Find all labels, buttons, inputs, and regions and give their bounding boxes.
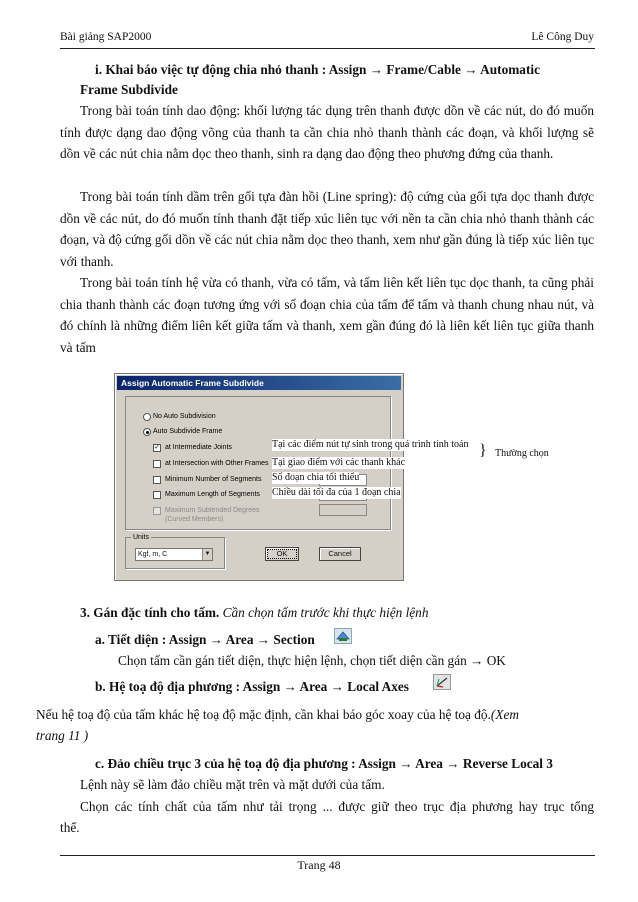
brace-icon: } — [479, 442, 487, 459]
header-right: Lê Công Duy — [531, 31, 594, 43]
subdivide-dialog — [114, 373, 404, 581]
intersection-checkbox[interactable] — [153, 460, 161, 468]
section-i-heading: i. Khai báo việc tự động chia nhỏ thanh : Assign → Frame/Cable → Automatic — [95, 62, 540, 77]
annotation-joints: Tại các điểm nút tự sinh trong quá trình tính toán — [272, 439, 469, 450]
section-3-heading: 3. Gán đặc tính cho tấm. — [80, 605, 220, 620]
section-3b-text-row — [36, 705, 519, 725]
footer-rule — [60, 855, 595, 856]
auto-frame-label: Auto Subdivide Frame — [153, 428, 223, 435]
min-segments-label: Minimum Number of Segments — [165, 476, 262, 483]
paragraph-2: Trong bài toán tính dầm trên gối tựa đàn hồi (Line spring): độ cứng của gối tựa dọc thanh được dồn về các nút, do đó muốn tính thanh đặt tiếp xúc liên tục với nền ta cần chia nhỏ thanh thành các đoạn, và độ cứng gối dồn về các nút chia nằm dọc theo thanh, xem như gần đúng là tiếp xúc liên tục với thanh. — [60, 189, 594, 269]
brace-note: Thường chọn — [495, 448, 549, 459]
section-3b-ref-2: trang 11 ) — [36, 728, 89, 743]
section-3c-heading: c. Đảo chiều trục 3 của hệ toạ độ địa phương : Assign → Area → Reverse Local 3 — [95, 756, 553, 771]
annotation-max-length: Chiều dài tối đa của 1 đoạn chia — [272, 487, 401, 498]
page-number: Trang 48 — [297, 858, 341, 872]
paragraph-3: Trong bài toán tính hệ vừa có thanh, vừa có tấm, và tấm liên kết liên tục dọc thanh, ta cũng phải chia thanh thành các đoạn tương ứng với số đoạn chia của tấm để tấm và thanh chung nhau nút, và đó chính là những điểm liên kết giữa tấm và thanh, xem gần đúng đó là liên kết liên tục giữa thanh và tấm — [60, 275, 594, 355]
section-3c-text-2: Chọn các tính chất của tấm như tải trọng ... được giữ theo trục địa phương hay trục tổng — [80, 799, 594, 814]
intersection-label: at Intersection with Other Frames — [165, 460, 269, 467]
units-value: Kgf, m, C — [138, 551, 168, 558]
annotation-intersection: Tại giao điểm với các thanh khác — [272, 457, 406, 468]
joints-label: at Intermediate Joints — [165, 444, 232, 451]
section-3b-ref: (Xem — [490, 707, 519, 722]
max-degrees-label: Maximum Subtended Degrees — [165, 507, 260, 514]
max-degrees-checkbox[interactable] — [153, 507, 161, 515]
max-degrees-input[interactable] — [319, 504, 367, 516]
section-3-heading-row — [80, 603, 428, 623]
dialog-title: Assign Automatic Frame Subdivide — [117, 376, 401, 390]
section-3a-heading: a. Tiết diện : Assign → Area → Section — [95, 632, 315, 647]
units-label: Units — [133, 534, 149, 541]
section-3c-text-1: Lệnh này sẽ làm đảo chiều mặt trên và mặt dưới của tấm. — [80, 777, 385, 792]
no-auto-radio[interactable] — [143, 413, 151, 421]
curved-members-label: (Curved Members) — [165, 516, 224, 523]
section-icon — [334, 628, 352, 644]
section-3b-heading: b. Hệ toạ độ địa phương : Assign → Area → Local Axes — [95, 679, 409, 694]
cancel-button[interactable]: Cancel — [319, 547, 361, 561]
units-select[interactable] — [135, 548, 213, 561]
no-auto-label: No Auto Subdivision — [153, 413, 216, 420]
local-axes-icon — [433, 674, 451, 690]
section-3b-text: Nếu hệ toạ độ của tấm khác hệ toạ độ mặc định, cần khai báo góc xoay của hệ toạ độ. — [36, 707, 491, 722]
dropdown-arrow-icon: ▼ — [202, 549, 212, 560]
annotation-min-segments: Số đoạn chia tối thiểu — [272, 472, 360, 483]
auto-frame-radio[interactable] — [143, 428, 151, 436]
ok-button[interactable]: OK — [265, 547, 299, 561]
header-left: Bài giảng SAP2000 — [60, 31, 152, 43]
section-3a-text: Chọn tấm cần gán tiết diện, thực hiện lệnh, chọn tiết diện cần gán → OK — [118, 653, 506, 668]
section-3-note: Cần chọn tấm trước khi thực hiện lệnh — [222, 605, 429, 620]
paragraph-1: Trong bài toán tính dao động: khối lượng tác dụng trên thanh được dồn về các nút, do đó muốn tính được dạng dao động võng của thanh ta cần chia nhỏ thanh thành các đoạn, và khối lượng sẽ dồn về các nút chia nằm dọc theo thanh, sinh ra dạng dao động theo phương đứng của thanh. — [60, 103, 594, 162]
max-length-label: Maximum Length of Segments — [165, 491, 260, 498]
min-segments-checkbox[interactable] — [153, 476, 161, 484]
max-length-checkbox[interactable] — [153, 491, 161, 499]
header-rule — [60, 48, 595, 49]
section-i-heading-2: Frame Subdivide — [80, 82, 178, 97]
section-3c-text-3: thể. — [60, 820, 80, 835]
joints-checkbox[interactable]: ✓ — [154, 444, 160, 451]
